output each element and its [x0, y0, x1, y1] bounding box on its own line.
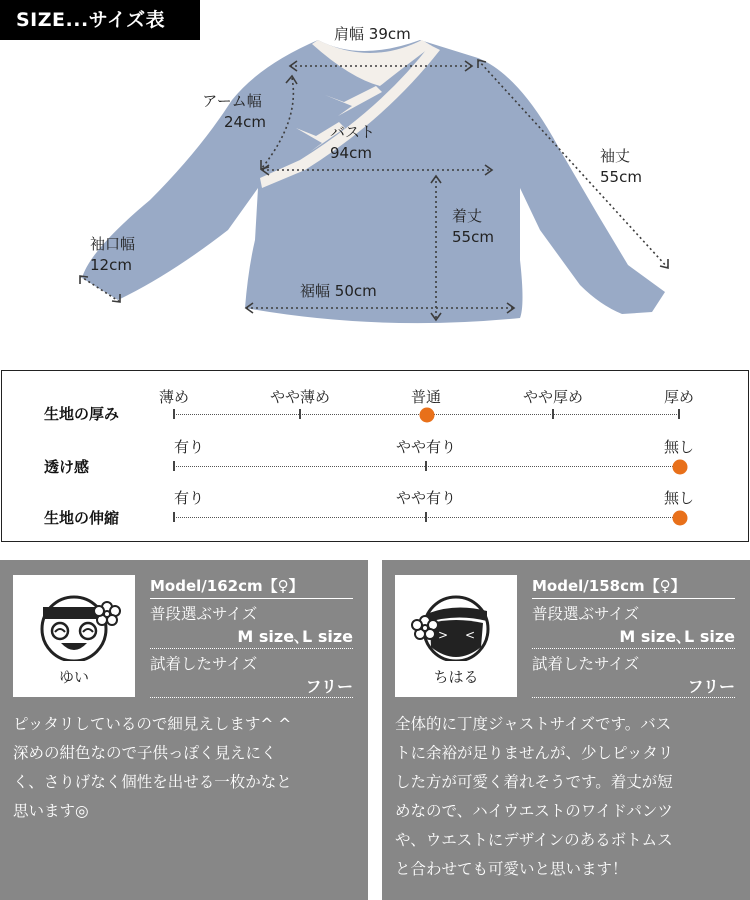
svg-text:<: <: [465, 628, 476, 642]
thickness-label-thick: 厚め: [663, 388, 695, 406]
dotted-divider: [150, 648, 353, 649]
garment-figure: [0, 0, 750, 340]
label-arm-value: 24cm: [224, 113, 266, 131]
flower-icon: [412, 616, 438, 639]
comment-line: ピッタリしているので細見えします^ ^: [13, 715, 292, 733]
thickness-label-slightly-thin: やや薄め: [269, 388, 331, 406]
transparency-scale-line: [174, 466, 679, 467]
comment-line: した方が可愛く着れそうです。着丈が短: [395, 773, 673, 791]
model-avatar-yui: [13, 575, 135, 697]
comment-line: く、さりげなく個性を出せる一枚かなと: [13, 773, 292, 791]
label-bust: [330, 122, 375, 164]
fabric-characteristics-table: [1, 370, 749, 542]
dotted-divider: [150, 697, 353, 698]
label-cuff-value: 12cm: [90, 256, 132, 274]
label-bust-name: バスト: [330, 123, 376, 141]
comment-line: や、ウエストにデザインのあるボトムス: [395, 831, 673, 849]
label-cuff-width: [90, 234, 135, 276]
thickness-tick-3: [552, 409, 554, 419]
thickness-label-thin: 薄め: [158, 388, 190, 406]
label-shoulder-name: 肩幅: [334, 25, 365, 43]
label-arm-name: アーム幅: [202, 92, 262, 110]
fabric-row-transparency-title: 透け感: [44, 458, 90, 476]
fabric-row-thickness-title: 生地の厚み: [44, 405, 120, 423]
model-title-yui: Model/162cm【♀】: [150, 577, 304, 595]
divider: [532, 598, 735, 599]
divider: [150, 598, 353, 599]
label-shoulder-value: 39cm: [368, 25, 411, 43]
tried-size-value: フリー: [687, 677, 735, 696]
model-title-chiharu: Model/158cm【♀】: [532, 577, 686, 595]
model-avatar-chiharu: [395, 575, 517, 697]
usual-size-label: 普段選ぶサイズ: [532, 605, 640, 623]
thickness-tick-0: [173, 409, 175, 419]
label-arm-width: [198, 91, 266, 133]
model-panel-chiharu: [382, 560, 750, 900]
label-length-name: 着丈: [452, 207, 483, 225]
size-chart-header: SIZE...サイズ表: [0, 0, 200, 40]
comment-line: トに余裕が足りませんが、少しピッタリ: [395, 744, 674, 762]
thickness-tick-1: [299, 409, 301, 419]
model-panel-yui: [0, 560, 368, 900]
transparency-label-yes: 有り: [174, 438, 205, 456]
label-cuff-name: 袖口幅: [90, 235, 136, 253]
model-comment-chiharu: [395, 710, 673, 884]
stretch-label-somewhat: やや有り: [395, 489, 457, 507]
label-hem-name: 裾幅: [300, 282, 331, 300]
tried-size-label: 試着したサイズ: [532, 655, 640, 673]
tried-size-label: 試着したサイズ: [150, 655, 258, 673]
comment-line: 思います◎: [13, 802, 89, 820]
transparency-selected-dot: [673, 460, 688, 475]
label-sleeve-length: [600, 146, 642, 188]
comment-line: めなので、ハイウエストのワイドパンツ: [395, 802, 673, 820]
label-hem-width: [300, 281, 377, 302]
model-comment-yui: [13, 710, 292, 826]
dotted-divider: [532, 648, 735, 649]
flower-icon: [94, 602, 120, 625]
transparency-label-none: 無し: [663, 438, 695, 456]
model-name-yui: ゆい: [58, 668, 89, 686]
thickness-label-normal: 普通: [410, 388, 442, 406]
stretch-label-none: 無し: [663, 489, 695, 507]
usual-size-value: M size､L size: [619, 627, 735, 646]
stretch-tick-1: [425, 512, 427, 522]
label-shoulder-width: [334, 24, 411, 45]
stretch-tick-0: [173, 512, 175, 522]
usual-size-label: 普段選ぶサイズ: [150, 605, 258, 623]
usual-size-value: M size､L size: [237, 627, 353, 646]
label-bust-value: 94cm: [330, 144, 372, 162]
tried-size-value: フリー: [305, 677, 353, 696]
label-hem-value: 50cm: [334, 282, 377, 300]
transparency-tick-0: [173, 461, 175, 471]
label-length: [452, 206, 494, 248]
stretch-scale-line: [174, 517, 679, 518]
fabric-row-stretch-title: 生地の伸縮: [44, 509, 120, 527]
thickness-tick-4: [678, 409, 680, 419]
transparency-label-somewhat: やや有り: [395, 438, 457, 456]
comment-line: と合わせても可愛いと思います！: [395, 860, 628, 878]
thickness-label-slightly-thick: やや厚め: [522, 388, 584, 406]
stretch-selected-dot: [673, 511, 688, 526]
transparency-tick-1: [425, 461, 427, 471]
svg-text:>: >: [438, 628, 449, 642]
label-sleeve-name: 袖丈: [600, 147, 631, 165]
thickness-selected-dot: [420, 408, 435, 423]
model-name-chiharu: ちはる: [433, 668, 479, 686]
label-sleeve-value: 55cm: [600, 168, 642, 186]
comment-line: 全体的に丁度ジャストサイズです。バス: [395, 715, 672, 733]
comment-line: 深めの紺色なので子供っぽく見えにく: [13, 744, 277, 762]
label-length-value: 55cm: [452, 228, 494, 246]
dotted-divider: [532, 697, 735, 698]
stretch-label-yes: 有り: [174, 489, 205, 507]
